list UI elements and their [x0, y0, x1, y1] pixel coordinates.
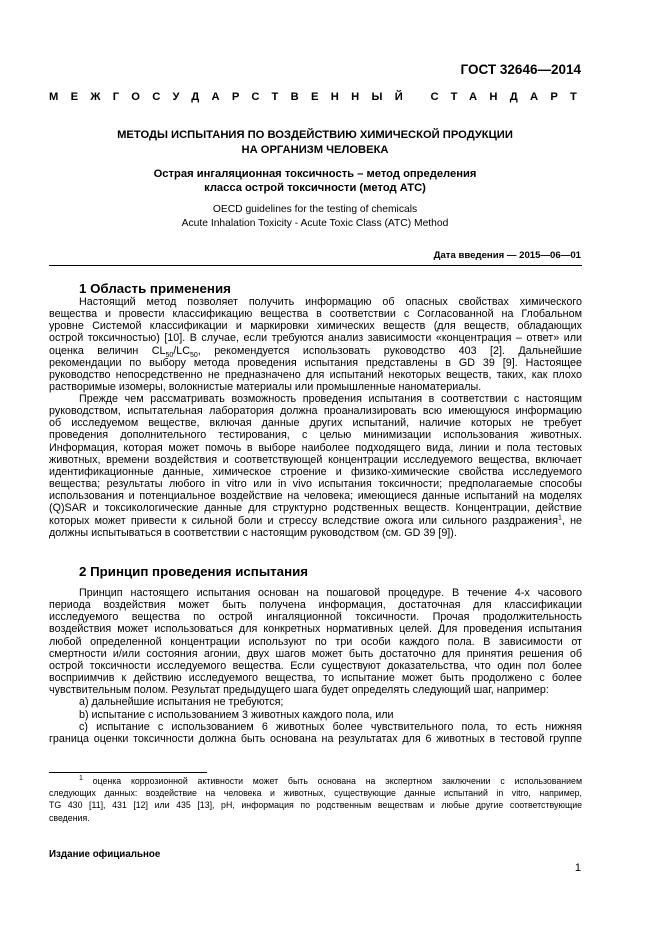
text-line: следующих данных: воздействие на человека и животных, существующие данные испытаний in vitro, например,	[49, 788, 582, 799]
text-line: TG 430 [11], 431 [12] или 435 [13], pH, информация по родственным веществам и любые другие соответствующие	[49, 800, 582, 811]
text-line: граница оценки токсичности должна быть основана на результатах для 6 животных в тестовой группе	[49, 732, 582, 745]
text-line: вещества; результаты любого in vitro или in vivo испытания токсичности; предполагаемые способы	[49, 478, 582, 491]
page-number: 1	[574, 862, 581, 874]
text-line: вещества и провести классификацию вещества в соответствии с Согласованной на Глобальном	[49, 308, 582, 321]
gost-number: ГОСТ 32646—2014	[460, 62, 581, 77]
text-line: (Q)SAR и токсикологические данные для структурно родственных веществ. Концентрации, действие	[49, 502, 582, 515]
text-line: Настоящий метод позволяет получить информацию об опасных свойствах химического	[79, 296, 582, 308]
text-fragment: которых может привести к сильной боли и стрессу вследствие ожога или сильного раздражения	[49, 514, 558, 527]
standard-banner: МЕЖГОСУДАРСТВЕННЫЙ СТАНДАРТ	[49, 91, 590, 103]
text-line: Принцип настоящего испытания основан на пошаговой процедуре. В течение 4-х часового	[79, 587, 582, 599]
document-subtitle-line: Острая ингаляционная токсичность – метод определения	[153, 168, 477, 180]
footnote-divider	[49, 772, 207, 773]
text-line: Информация, которая может помочь в выборе наиболее подходящего вида, линии и пола тестовых	[49, 441, 582, 454]
text-fragment: /LC	[173, 344, 190, 357]
text-line	[49, 345, 582, 357]
oecd-reference-line: OECD guidelines for the testing of chemicals	[212, 204, 418, 215]
text-line: острой токсичности исследуемого вещества. Если существуют доказательства, что один пол более	[49, 659, 582, 672]
text-line: воздействия может использоваться для конкретных нормативных целей. Для проведения испытания	[49, 623, 582, 636]
text-line: животных, времени воздействия и соответствующей концентрации исследуемого вещества, включает	[49, 453, 582, 466]
section-2-heading: 2 Принцип проведения испытания	[79, 564, 309, 579]
list-item-a: а) дальнейшие испытания не требуются;	[79, 696, 284, 709]
text-line: чувствительным полом. Результат предыдущего шага будет определять следующий шаг, например:	[49, 684, 549, 697]
text-line: периода воздействия может быть получена информация, достаточная для классификации	[49, 599, 582, 612]
section-1-paragraph-1	[49, 296, 582, 393]
text-line: руководство непосредственно не предназначено для испытаний некоторых веществ, таких, как плохо	[49, 368, 582, 381]
subscript: 50	[190, 351, 198, 359]
document-title-line: МЕТОДЫ ИСПЫТАНИЯ ПО ВОЗДЕЙСТВИЮ ХИМИЧЕСКОЙ ПРОДУКЦИИ	[117, 129, 513, 141]
text-line: растворимые изомеры, волокнистые материалы или промышленные наноматериалы.	[49, 381, 482, 394]
document-subtitle-line: класса острой токсичности (метод АТС)	[204, 182, 426, 194]
text-fragment: , не	[561, 514, 583, 527]
subscript: 50	[165, 351, 174, 359]
text-line: руководством, испытательная лаборатория должна проанализировать всю имеющуюся информацию	[49, 405, 582, 418]
text-fragment: оценка величин CL	[49, 344, 166, 357]
header-divider	[49, 265, 582, 266]
footnote-marker: 1	[557, 513, 562, 521]
text-line: восприимчив к действию исследуемого вещества, то испытание может быть продолжено с более	[49, 672, 582, 685]
document-title	[49, 128, 581, 157]
section-2-paragraph-1	[49, 587, 582, 745]
text-line: использования и потенциальное воздействие на человека; имеющиеся данные испытаний на моделях	[49, 490, 582, 503]
text-line: должны испытываться в соответствии с настоящим руководством (см. GD 39 [9]).	[49, 526, 457, 539]
text-line: острой токсичностью) [10]. В случае, если требуются анализ зависимости «концентрация – ответ» или	[49, 332, 582, 345]
text-line: смертности и/или состояния агонии, двух шагов может быть достаточно для принятия решения об	[49, 647, 582, 660]
section-1-paragraph-2	[49, 393, 582, 539]
text-line: Прежде чем рассматривать возможность проведения испытания в соответствии с настоящим	[79, 393, 582, 405]
list-item-c: с) испытание с использованием 6 животных более чувствительного пола, то есть нижняя	[79, 720, 582, 733]
document-title-line: НА ОРГАНИЗМ ЧЕЛОВЕКА	[241, 143, 389, 156]
text-line: исследуемого вещества по острой ингаляционной токсичности. Прочая продолжительность	[49, 611, 582, 624]
text-line: сведения.	[49, 812, 90, 823]
document-subtitle	[49, 167, 581, 195]
text-line: идентификационные данные, химическое строение и физико-химические свойства исследуемого	[49, 465, 582, 478]
introduction-date: Дата введения — 2015—06—01	[433, 250, 581, 261]
text-line: уровне Системой классификации и маркировки химических веществ (для веществ, обладающих	[49, 320, 582, 333]
section-1-heading: 1 Область применения	[79, 281, 231, 296]
oecd-reference	[49, 203, 581, 231]
text-line: любой определенной концентрации используют по три особи каждого пола. В зависимости от	[49, 635, 582, 648]
text-fragment: оценка коррозионной активности может быть основана на экспертном заключении с использованием	[92, 776, 582, 786]
edition-label: Издание официальное	[49, 849, 161, 860]
oecd-reference-line: Acute Inhalation Toxicity - Acute Toxic Class (ATC) Method	[181, 217, 449, 229]
text-line: рекомендации по выбору метода проведения испытания представлены в GD 39 [9]. Настоящее	[49, 356, 582, 369]
footnote-marker: 1	[79, 775, 83, 783]
text-line: проведения дополнительного тестирования, с целью минимизации использования животных.	[49, 429, 582, 442]
list-item-b: b) испытание с использованием 3 животных каждого пола, или	[79, 708, 394, 721]
text-line	[49, 775, 582, 787]
text-line	[49, 515, 582, 527]
text-line: об исследуемом веществе, включая данные других испытаний, наличие которых не требует	[49, 417, 582, 430]
text-fragment: , рекомендуется использовать руководство 403 [2]. Дальнейшие	[197, 344, 582, 357]
footnote	[49, 775, 582, 824]
